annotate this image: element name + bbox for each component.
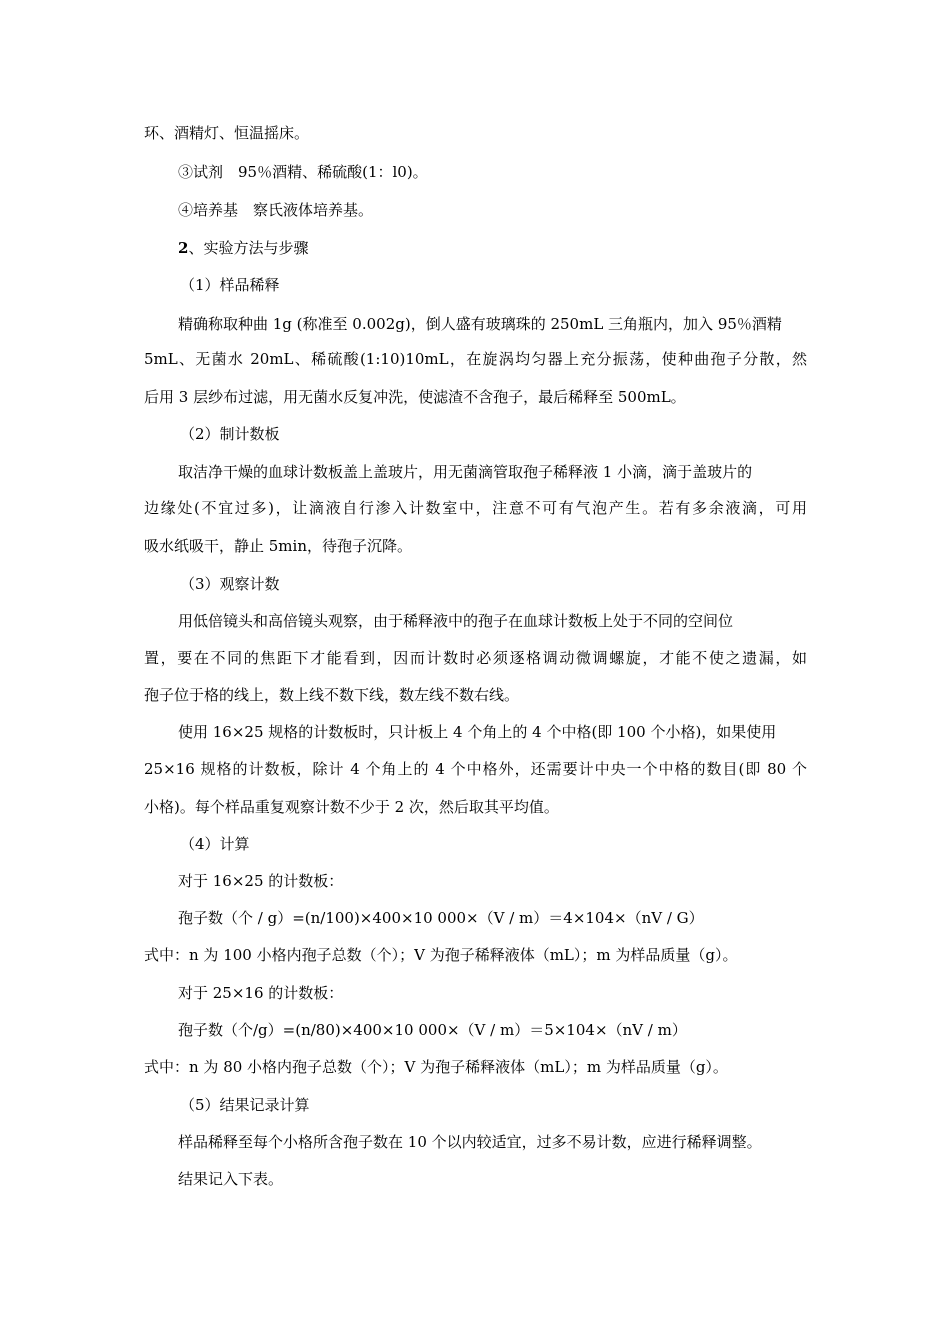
paragraph-line: 使用 16×25 规格的计数板时，只计板上 4 个角上的 4 个中格(即 100 个小格)，如果使用 <box>178 723 777 741</box>
formula-legend: 式中：n 为 80 小格内孢子总数（个）；V 为孢子稀释液体（mL）；m 为样品质量（g）。 <box>144 1058 728 1076</box>
paragraph-line: 小格)。每个样品重复观察计数不少于 2 次，然后取其平均值。 <box>144 798 559 816</box>
paragraph-line: 精确称取种曲 1g (称准至 0.002g)，倒人盛有玻璃珠的 250mL 三角瓶内，加入 95％酒精 <box>178 315 782 333</box>
paragraph-line: 取洁净干燥的血球计数板盖上盖玻片，用无菌滴管取孢子稀释液 1 小滴，滴于盖玻片的 <box>178 463 753 481</box>
formula-16x25: 孢子数（个 / g）=(n/100)×400×10 000×（V / m）＝4×104×（nV / G） <box>178 909 704 927</box>
paragraph-line: 对于 16×25 的计数板： <box>178 872 344 890</box>
section-heading <box>178 238 308 258</box>
paragraph-line: 用低倍镜头和高倍镜头观察，由于稀释液中的孢子在血球计数板上处于不同的空间位 <box>178 612 734 630</box>
paragraph-line: 环、酒精灯、恒温摇床。 <box>144 124 310 142</box>
paragraph-line: 对于 25×16 的计数板： <box>178 984 344 1002</box>
formula-legend: 式中：n 为 100 小格内孢子总数（个）；V 为孢子稀释液体（mL）；m 为样品质量（g）。 <box>144 946 738 964</box>
section-number: 2 <box>178 239 189 257</box>
paragraph-line: 置，要在不同的焦距下才能看到，因而计数时必须逐格调动微调螺旋，才能不使之遗漏，如 <box>144 649 807 667</box>
paragraph-line: 边缘处(不宜过多)，让滴液自行渗入计数室中，注意不可有气泡产生。若有多余液滴，可用 <box>144 499 807 517</box>
subheading-observe-count: （3）观察计数 <box>180 575 280 593</box>
list-item-medium: ④培养基 察氏液体培养基。 <box>178 201 374 219</box>
list-item-reagent: ③试剂 95％酒精、稀硫酸(1：l0)。 <box>178 163 428 181</box>
paragraph-line: 样品稀释至每个小格所含孢子数在 10 个以内较适宜，过多不易计数，应进行稀释调整。 <box>178 1133 762 1151</box>
subheading-counting-board: （2）制计数板 <box>180 425 280 443</box>
paragraph-line: 5mL、无菌水 20mL、稀硫酸(1:10)10mL，在旋涡均匀器上充分振荡，使种曲孢子分散，然 <box>144 350 807 368</box>
subheading-calculation: （4）计算 <box>180 835 250 853</box>
formula-25x16: 孢子数（个/g）=(n/80)×400×10 000×（V / m）＝5×104×（nV / m） <box>178 1021 687 1039</box>
paragraph-line: 吸水纸吸干，静止 5min，待孢子沉降。 <box>144 537 412 555</box>
paragraph-line: 结果记入下表。 <box>178 1170 284 1188</box>
section-title: 、实验方法与步骤 <box>188 239 309 257</box>
paragraph-line: 25×16 规格的计数板，除计 4 个角上的 4 个中格外，还需要计中央一个中格的数目(即 80 个 <box>144 760 807 778</box>
subheading-results: （5）结果记录计算 <box>180 1096 310 1114</box>
paragraph-line: 后用 3 层纱布过滤，用无菌水反复冲洗，使滤渣不含孢子，最后稀释至 500mL。 <box>144 388 686 406</box>
subheading-sample-dilution: （1）样品稀释 <box>180 276 280 294</box>
paragraph-line: 孢子位于格的线上，数上线不数下线，数左线不数右线。 <box>144 686 520 704</box>
